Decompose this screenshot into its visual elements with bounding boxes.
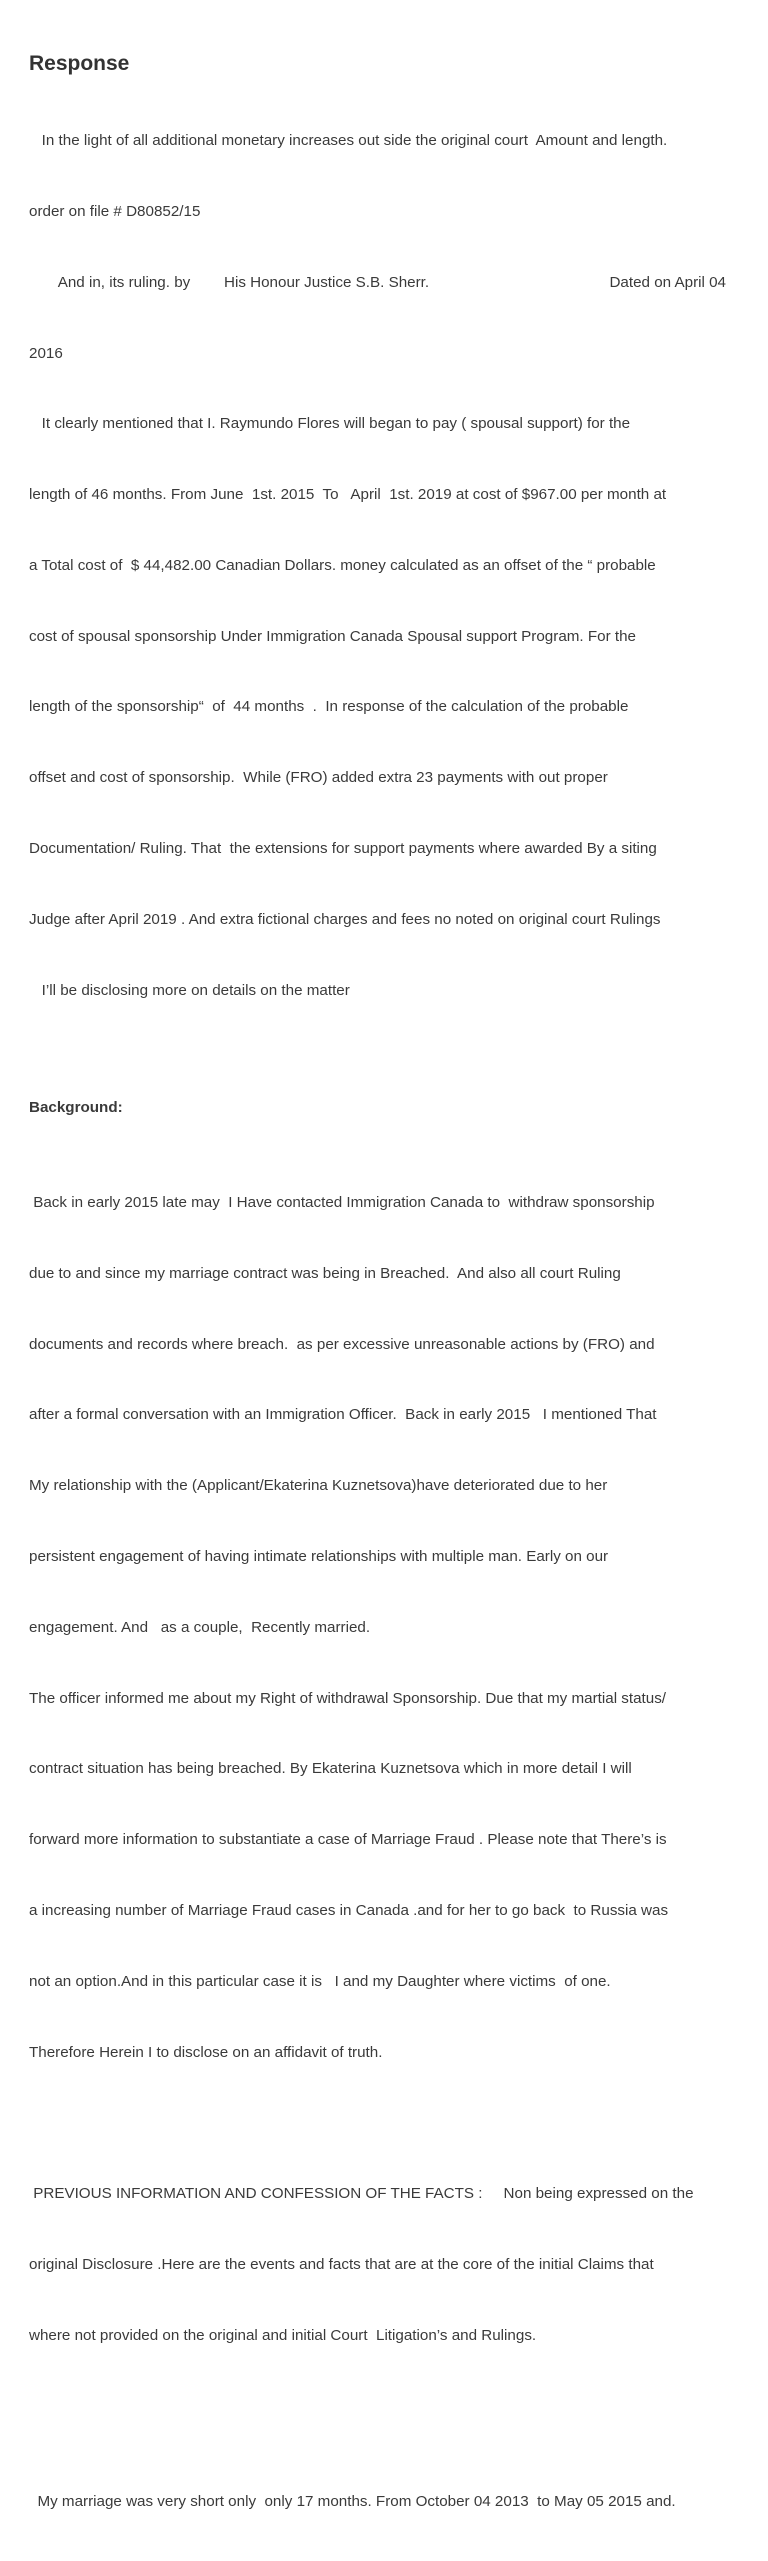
ruling-line-left: And in, its ruling. by His Honour Justice S.B. Sherr. — [29, 273, 430, 291]
text-line: PREVIOUS INFORMATION AND CONFESSION OF THE FACTS : Non being expressed on the — [29, 2185, 694, 2203]
text-line: cost of spousal sponsorship Under Immigration Canada Spousal support Program. For the — [29, 627, 636, 645]
text-line: My marriage was very short only only 17 months. From October 04 2013 to May 05 2015 and. — [29, 2493, 676, 2510]
previous-information-paragraph — [29, 2135, 741, 2395]
text-line: It clearly mentioned that I. Raymundo Flores will began to pay ( spousal support) for the — [29, 415, 631, 433]
text-line: The officer informed me about my Right of withdrawal Sponsorship. Due that my martial status/ — [29, 1689, 667, 1707]
spacer — [29, 1120, 741, 1144]
text-line: not an option.And in this particular case it is I and my Daughter where victims of one. — [29, 1972, 611, 1990]
text-line: order on file # D80852/15 — [29, 202, 201, 220]
spacer — [29, 2395, 741, 2443]
text-line: original Disclosure .Here are the events and facts that are at the core of the initial Claims that — [29, 2256, 654, 2274]
background-heading: Background: — [29, 1099, 123, 1117]
text-line: a Total cost of $ 44,482.00 Canadian Dollars. money calculated as an offset of the “ probable — [29, 556, 656, 574]
text-line: persistent engagement of having intimate relationships with multiple man. Early on our — [29, 1548, 609, 1566]
text-line: documents and records where breach. as per excessive unreasonable actions by (FRO) and — [29, 1335, 655, 1353]
text-line: length of 46 months. From June 1st. 2015 To April 1st. 2019 at cost of $967.00 per month at — [29, 486, 667, 504]
marriage-paragraph — [29, 2443, 741, 2561]
spacer — [29, 1049, 741, 1096]
text-line: where not provided on the original and initial Court Litigation’s and Rulings. — [29, 2327, 537, 2345]
ruling-line-date: Dated on April 04 — [609, 273, 726, 291]
response-paragraph — [29, 82, 741, 1049]
text-line: 2016 — [29, 344, 63, 362]
document-page — [29, 50, 741, 2561]
text-line: a increasing number of Marriage Fraud cases in Canada .and for her to go back to Russia was — [29, 1901, 669, 1919]
text-line: length of the sponsorship“ of 44 months . In response of the calculation of the probable — [29, 698, 629, 716]
text-line: Judge after April 2019 . And extra fictional charges and fees no noted on original court Rulings — [29, 910, 661, 928]
text-line: after a formal conversation with an Immigration Officer. Back in early 2015 I mentioned That — [29, 1406, 657, 1424]
text-line: forward more information to substantiate a case of Marriage Fraud . Please note that There’s is — [29, 1831, 667, 1849]
text-line: offset and cost of sponsorship. While (FRO) added extra 23 payments with out proper — [29, 769, 608, 787]
text-line: Back in early 2015 late may I Have contacted Immigration Canada to withdraw sponsorship — [29, 1194, 655, 1212]
text-line: I’ll be disclosing more on details on the matter — [29, 981, 350, 999]
response-heading: Response — [29, 52, 130, 75]
text-line: due to and since my marriage contract was being in Breached. And also all court Ruling — [29, 1264, 621, 1282]
text-line: engagement. And as a couple, Recently married. — [29, 1618, 371, 1636]
ruling-line — [29, 271, 741, 295]
text-line: In the light of all additional monetary increases out side the original court Amount and length. — [29, 132, 668, 150]
background-paragraph — [29, 1144, 741, 2111]
text-line: Documentation/ Ruling. That the extensions for support payments where awarded By a siting — [29, 840, 657, 857]
text-line: contract situation has being breached. By Ekaterina Kuznetsova which in more detail I will — [29, 1760, 632, 1778]
text-line: My relationship with the (Applicant/Ekaterina Kuznetsova)have deteriorated due to her — [29, 1477, 608, 1495]
text-line: Therefore Herein I to disclose on an affidavit of truth. — [29, 2043, 383, 2061]
spacer — [29, 2111, 741, 2135]
